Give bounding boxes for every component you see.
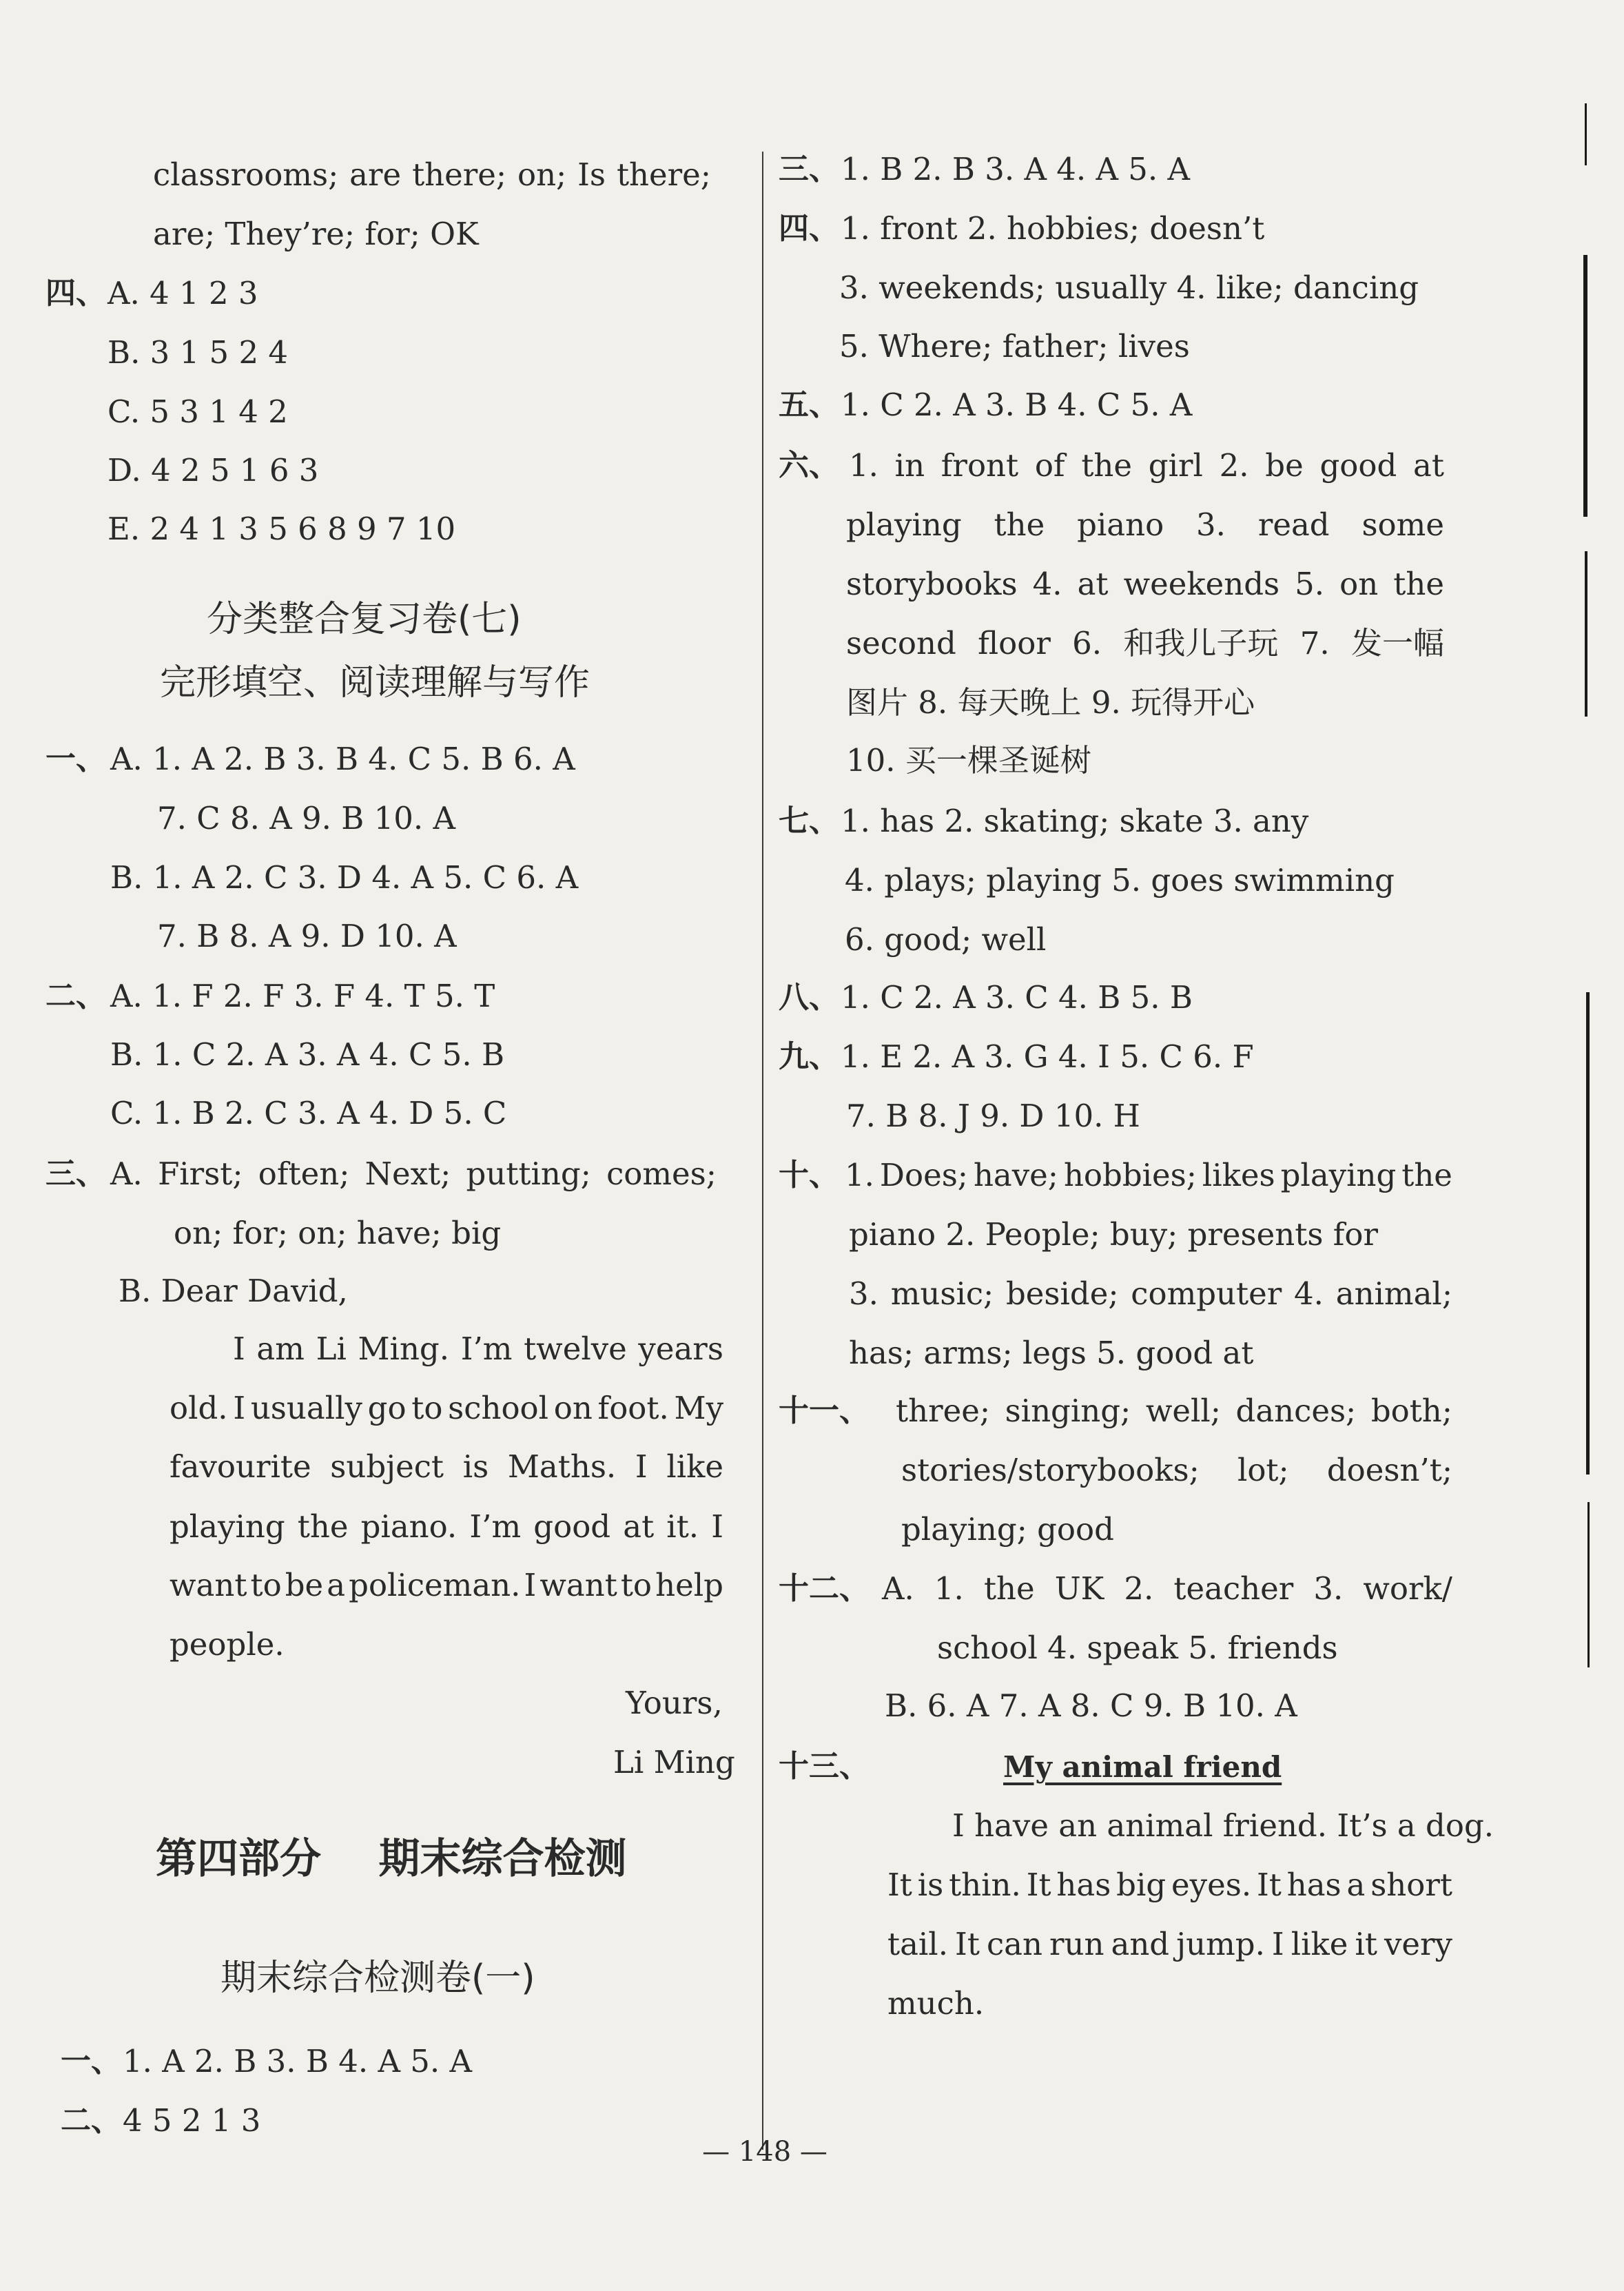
word: favourite [169, 1448, 311, 1485]
word: It [1257, 1867, 1282, 1903]
answer-line [849, 446, 1444, 485]
answer-line: school 4. speak 5. friends [937, 1630, 1338, 1666]
section-marker: 十三、 [779, 1749, 870, 1784]
word: to [620, 1567, 652, 1603]
word: in [894, 447, 925, 484]
word: to [411, 1390, 443, 1426]
answer-line: 7. B 8. J 9. D 10. H [846, 1098, 1140, 1134]
word: policeman. [349, 1567, 521, 1603]
letter-line [169, 1389, 723, 1428]
answer-line: C. 1. B 2. C 3. A 4. D 5. C [110, 1095, 507, 1131]
word: the [994, 506, 1045, 543]
word: girl [1148, 447, 1203, 484]
word: 2. [1124, 1570, 1154, 1607]
word: work/ [1363, 1570, 1452, 1607]
letter-closing: Yours, [626, 1685, 723, 1721]
section-marker: 四、 [45, 276, 106, 311]
word: both; [1370, 1393, 1452, 1429]
word: I [635, 1448, 648, 1485]
word: to [250, 1567, 282, 1603]
word: often; [258, 1155, 350, 1192]
word: am [256, 1331, 305, 1367]
page-number: — 148 — [702, 2136, 828, 2168]
answer-line: 6. good; well [845, 921, 1047, 958]
word: read [1257, 506, 1330, 543]
letter-line [169, 1508, 723, 1546]
word: teacher [1173, 1570, 1294, 1607]
answer-line: A. 1. A 2. B 3. B 4. C 5. B 6. A [110, 741, 575, 777]
letter-signature: Li Ming [613, 1744, 735, 1780]
word: My [674, 1390, 723, 1426]
word: animal; [1335, 1275, 1452, 1312]
answer-line: 5. Where; father; lives [839, 328, 1190, 364]
answer-line: 1. C 2. A 3. B 4. C 5. A [841, 387, 1193, 423]
word: UK [1054, 1570, 1104, 1607]
word: has [1056, 1867, 1111, 1903]
word: I [711, 1508, 723, 1545]
answer-line: 4. plays; playing 5. goes swimming [845, 862, 1395, 898]
word: Is [577, 156, 606, 193]
word: very [1384, 1926, 1452, 1962]
word: the [297, 1508, 349, 1545]
word: of [1034, 447, 1065, 484]
word: school [448, 1390, 549, 1426]
word: playing [846, 506, 962, 543]
word: 7. [1299, 625, 1330, 661]
section-marker: 十二、 [779, 1571, 870, 1606]
word: have; [973, 1157, 1058, 1193]
word: A. [882, 1570, 914, 1607]
answer-line: has; arms; legs 5. good at [849, 1335, 1254, 1371]
answer-line: 7. B 8. A 9. D 10. A [157, 918, 457, 954]
answer-line: B. 3 1 5 2 4 [107, 334, 289, 371]
word: good [1319, 447, 1397, 484]
answer-line: D. 4 2 5 1 6 3 [107, 452, 319, 489]
word: 1. [934, 1570, 964, 1607]
word: storybooks [846, 566, 1018, 602]
word: I [233, 1331, 245, 1367]
text-line [153, 156, 711, 194]
answer-line: B. 1. C 2. A 3. A 4. C 5. B [110, 1036, 505, 1073]
word: are [349, 156, 402, 193]
section-marker: 一、 [45, 741, 106, 777]
word: comes; [606, 1155, 717, 1192]
answer-line: 1. front 2. hobbies; doesn’t [841, 210, 1265, 247]
word: go [367, 1390, 407, 1426]
word: 发一幅 [1350, 625, 1444, 661]
word: Next; [364, 1155, 451, 1192]
word: be [1265, 447, 1304, 484]
answer-line: 4 5 2 1 3 [123, 2102, 261, 2139]
word: weekends [1123, 566, 1280, 602]
word: has [1286, 1867, 1342, 1903]
part-title: 第四部分 期末综合检测 [156, 1835, 627, 1883]
word: A. [110, 1155, 143, 1192]
text-line: are; They’re; for; OK [153, 216, 479, 252]
essay-line [887, 1925, 1452, 1964]
word: and [1111, 1926, 1170, 1962]
answer-line: playing; good [901, 1511, 1114, 1548]
section-title: 分类整合复习卷(七) [207, 599, 522, 640]
essay-line: much. [887, 1985, 985, 2022]
word: stories/storybooks; [901, 1452, 1200, 1488]
answer-line: B. 6. A 7. A 8. C 9. B 10. A [885, 1687, 1297, 1724]
word: like [1291, 1926, 1348, 1962]
word: some [1361, 506, 1444, 543]
word: the [1081, 447, 1133, 484]
word: want [169, 1567, 247, 1603]
word: playing [169, 1508, 285, 1545]
answer-line: 1. B 2. B 3. A 4. A 5. A [841, 151, 1191, 187]
word: good [533, 1508, 611, 1545]
letter-greeting: B. Dear David, [119, 1273, 348, 1309]
letter-line: people. [169, 1626, 285, 1663]
essay-line [887, 1866, 1452, 1904]
answer-line: A. 1. F 2. F 3. F 4. T 5. T [110, 978, 495, 1014]
word: short [1370, 1867, 1452, 1903]
section-marker: 二、 [61, 2103, 121, 2138]
section-marker: 四、 [779, 211, 839, 246]
word: on; [517, 156, 567, 193]
word: likes [1202, 1157, 1275, 1193]
word: usually [250, 1390, 362, 1426]
word: 4. [1294, 1275, 1324, 1312]
word: singing; [1005, 1393, 1131, 1429]
word: I [233, 1390, 246, 1426]
word: want [539, 1567, 617, 1603]
word: First; [158, 1155, 243, 1192]
word: beside; [1005, 1275, 1119, 1312]
word: can [986, 1926, 1042, 1962]
word: help [655, 1567, 723, 1603]
word: 3. [849, 1275, 878, 1312]
word: at [1077, 566, 1109, 602]
section-marker: 三、 [779, 152, 839, 187]
answer-line [896, 1392, 1452, 1430]
section-marker: 三、 [45, 1156, 106, 1191]
word: like [666, 1448, 723, 1485]
answer-line [846, 624, 1444, 663]
section-marker: 五、 [779, 387, 839, 422]
word: 5. [1295, 566, 1325, 602]
answer-line: 10. 买一棵圣诞树 [846, 742, 1091, 779]
word: music; [890, 1275, 994, 1312]
word: on [1339, 566, 1379, 602]
section-marker: 八、 [779, 980, 839, 1015]
section-marker: 十、 [779, 1158, 839, 1193]
answer-line: 7. C 8. A 9. B 10. A [157, 800, 455, 836]
word: Ming. [358, 1331, 450, 1367]
word: there; [616, 156, 711, 193]
word: 1. [845, 1157, 874, 1193]
word: is [462, 1448, 489, 1485]
word: big [1116, 1867, 1166, 1903]
answer-line [845, 1156, 1452, 1195]
scan-edge-mark [1585, 551, 1587, 717]
word: a [327, 1567, 346, 1603]
word: piano. [360, 1508, 458, 1545]
word: twelve [524, 1331, 627, 1367]
word: tail. [887, 1926, 949, 1962]
word: the [983, 1570, 1035, 1607]
letter-line [169, 1448, 723, 1486]
word: on [553, 1390, 593, 1426]
answer-line: B. 1. A 2. C 3. D 4. A 5. C 6. A [110, 859, 579, 896]
answer-line [846, 506, 1444, 544]
answer-line: C. 5 3 1 4 2 [107, 393, 288, 430]
answer-line: 1. C 2. A 3. C 4. B 5. B [841, 979, 1193, 1016]
column-divider [762, 152, 763, 2150]
word: second [846, 625, 956, 661]
word: piano [1077, 506, 1164, 543]
section-marker: 九、 [779, 1039, 839, 1074]
section-marker: 二、 [45, 978, 106, 1014]
word: Maths. [507, 1448, 617, 1485]
scan-edge-mark [1583, 255, 1587, 517]
answer-line [846, 565, 1444, 604]
word: run [1049, 1926, 1104, 1962]
word: eyes. [1171, 1867, 1252, 1903]
word: at [1412, 447, 1444, 484]
word: at [623, 1508, 655, 1545]
exam-title: 期末综合检测卷(一) [220, 1958, 535, 1999]
word: subject [330, 1448, 444, 1485]
word: It [955, 1926, 980, 1962]
section-marker: 一、 [61, 2044, 121, 2079]
word: dances; [1235, 1393, 1357, 1429]
word: I [524, 1567, 537, 1603]
word: I’m [469, 1508, 522, 1545]
section-marker: 六、 [779, 448, 839, 483]
word: 3. [1196, 506, 1226, 543]
word: well; [1145, 1393, 1221, 1429]
word: playing [1280, 1157, 1397, 1193]
word: I’m [460, 1331, 513, 1367]
word: lot; [1237, 1452, 1289, 1488]
word: is [917, 1867, 944, 1903]
answer-line: on; for; on; have; big [174, 1215, 502, 1251]
word: jump. [1176, 1926, 1265, 1962]
essay-title: My animal friend [1003, 1750, 1282, 1784]
letter-line [233, 1330, 723, 1368]
word: It [1026, 1867, 1051, 1903]
answer-line: piano 2. People; buy; presents for [849, 1216, 1378, 1253]
scan-edge-mark [1586, 992, 1590, 1475]
word: Li [316, 1331, 347, 1367]
word: years [638, 1331, 723, 1367]
word: computer [1131, 1275, 1282, 1312]
word: the [1401, 1157, 1452, 1193]
word: 3. [1313, 1570, 1344, 1607]
word: it. [666, 1508, 699, 1545]
word: 1. [849, 447, 878, 484]
word: foot. [597, 1390, 669, 1426]
word: classrooms; [153, 156, 339, 193]
section-subtitle: 完形填空、阅读理解与写作 [160, 662, 590, 703]
scan-edge-mark [1587, 1502, 1590, 1667]
word: Does; [879, 1157, 968, 1193]
word: old. [169, 1390, 228, 1426]
word: floor [978, 625, 1051, 661]
word: I [1271, 1926, 1284, 1962]
word: it [1355, 1926, 1377, 1962]
word: there; [412, 156, 507, 193]
word: front [941, 447, 1019, 484]
answer-line [110, 1155, 717, 1193]
word: It [887, 1867, 912, 1903]
answer-line: 1. has 2. skating; skate 3. any [841, 803, 1309, 839]
word: the [1393, 566, 1444, 602]
answer-line: 1. E 2. A 3. G 4. I 5. C 6. F [841, 1038, 1254, 1075]
essay-line: I have an animal friend. It’s a dog. [952, 1807, 1494, 1844]
answer-line: E. 2 4 1 3 5 6 8 9 7 10 [107, 511, 456, 547]
section-marker: 七、 [779, 803, 839, 839]
answer-line [882, 1570, 1452, 1608]
word: be [285, 1567, 324, 1603]
answer-line: 图片 8. 每天晚上 9. 玩得开心 [846, 684, 1255, 721]
word: three; [896, 1393, 990, 1429]
answer-line [901, 1451, 1452, 1490]
word: 和我儿子玩 [1123, 625, 1279, 661]
answer-line: 1. A 2. B 3. B 4. A 5. A [123, 2043, 473, 2079]
word: putting; [466, 1155, 591, 1192]
word: doesn’t; [1326, 1452, 1452, 1488]
word: a [1346, 1867, 1366, 1903]
word: 6. [1072, 625, 1102, 661]
answer-line: A. 4 1 2 3 [107, 275, 258, 311]
answer-line: 3. weekends; usually 4. like; dancing [839, 269, 1419, 306]
section-marker: 十一、 [779, 1393, 870, 1428]
word: thin. [949, 1867, 1021, 1903]
word: hobbies; [1063, 1157, 1197, 1193]
word: 4. [1032, 566, 1062, 602]
word: 2. [1219, 447, 1249, 484]
scan-edge-mark [1585, 103, 1587, 165]
answer-line [849, 1275, 1452, 1313]
letter-line [169, 1566, 723, 1605]
